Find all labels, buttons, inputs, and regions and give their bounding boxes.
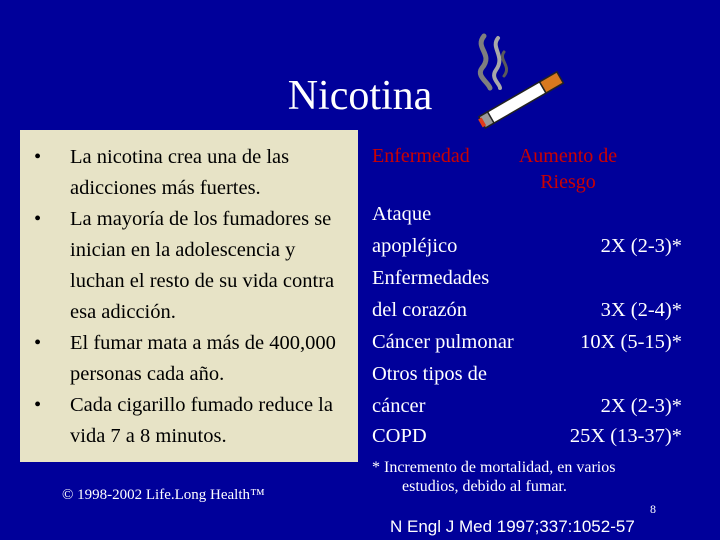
row-value: 2X (2-3)* <box>600 395 682 417</box>
footnote-line-1: * Incremento de mortalidad, en varios <box>372 459 616 476</box>
row-label: Ataque <box>372 203 432 225</box>
bullet-text: El fumar mata a más de 400,000 personas cada año. <box>70 332 336 385</box>
page-number: 8 <box>650 502 656 516</box>
header-disease: Enfermedad <box>372 145 470 167</box>
bullet-text: La nicotina crea una de las adicciones más fuertes. <box>70 146 290 199</box>
header-risk-increase: Aumento de Riesgo <box>518 145 618 193</box>
bullet-text: La mayoría de los fumadores se inician en la adolescencia y luchan el resto de su vida contra esa adicción. <box>70 208 335 323</box>
row-label: del corazón <box>372 299 468 321</box>
row-label: cáncer <box>372 395 426 417</box>
bullet-item <box>20 328 358 390</box>
cigarette-icon <box>470 30 570 130</box>
bullet-dot: • <box>34 332 42 354</box>
citation: N Engl J Med 1997;337:1052-57 <box>390 517 635 536</box>
copyright-text: © 1998-2002 Life.Long Health™ <box>62 487 265 503</box>
bullet-dot: • <box>34 208 42 230</box>
row-value: 2X (2-3)* <box>600 235 682 257</box>
row-label: Enfermedades <box>372 267 490 289</box>
bullet-item <box>20 142 358 204</box>
row-label: COPD <box>372 425 427 447</box>
bullet-dot: • <box>34 146 42 168</box>
row-value: 25X (13-37)* <box>569 425 682 447</box>
bullet-dot: • <box>34 394 42 416</box>
bullet-list <box>20 142 358 452</box>
row-label: Cáncer pulmonar <box>372 331 514 353</box>
row-value: 3X (2-4)* <box>600 299 682 321</box>
row-label: apopléjico <box>372 235 458 257</box>
bullet-item <box>20 204 358 328</box>
footnote <box>372 458 702 496</box>
footnote-line-2: estudios, debido al fumar. <box>402 478 567 495</box>
bullet-panel <box>20 130 358 462</box>
bullet-text: Cada cigarillo fumado reduce la vida 7 a 8 minutos. <box>70 394 333 447</box>
slide-title: Nicotina <box>287 73 433 119</box>
row-label: Otros tipos de <box>372 363 488 385</box>
row-value: 10X (5-15)* <box>580 331 682 353</box>
bullet-item <box>20 390 358 452</box>
